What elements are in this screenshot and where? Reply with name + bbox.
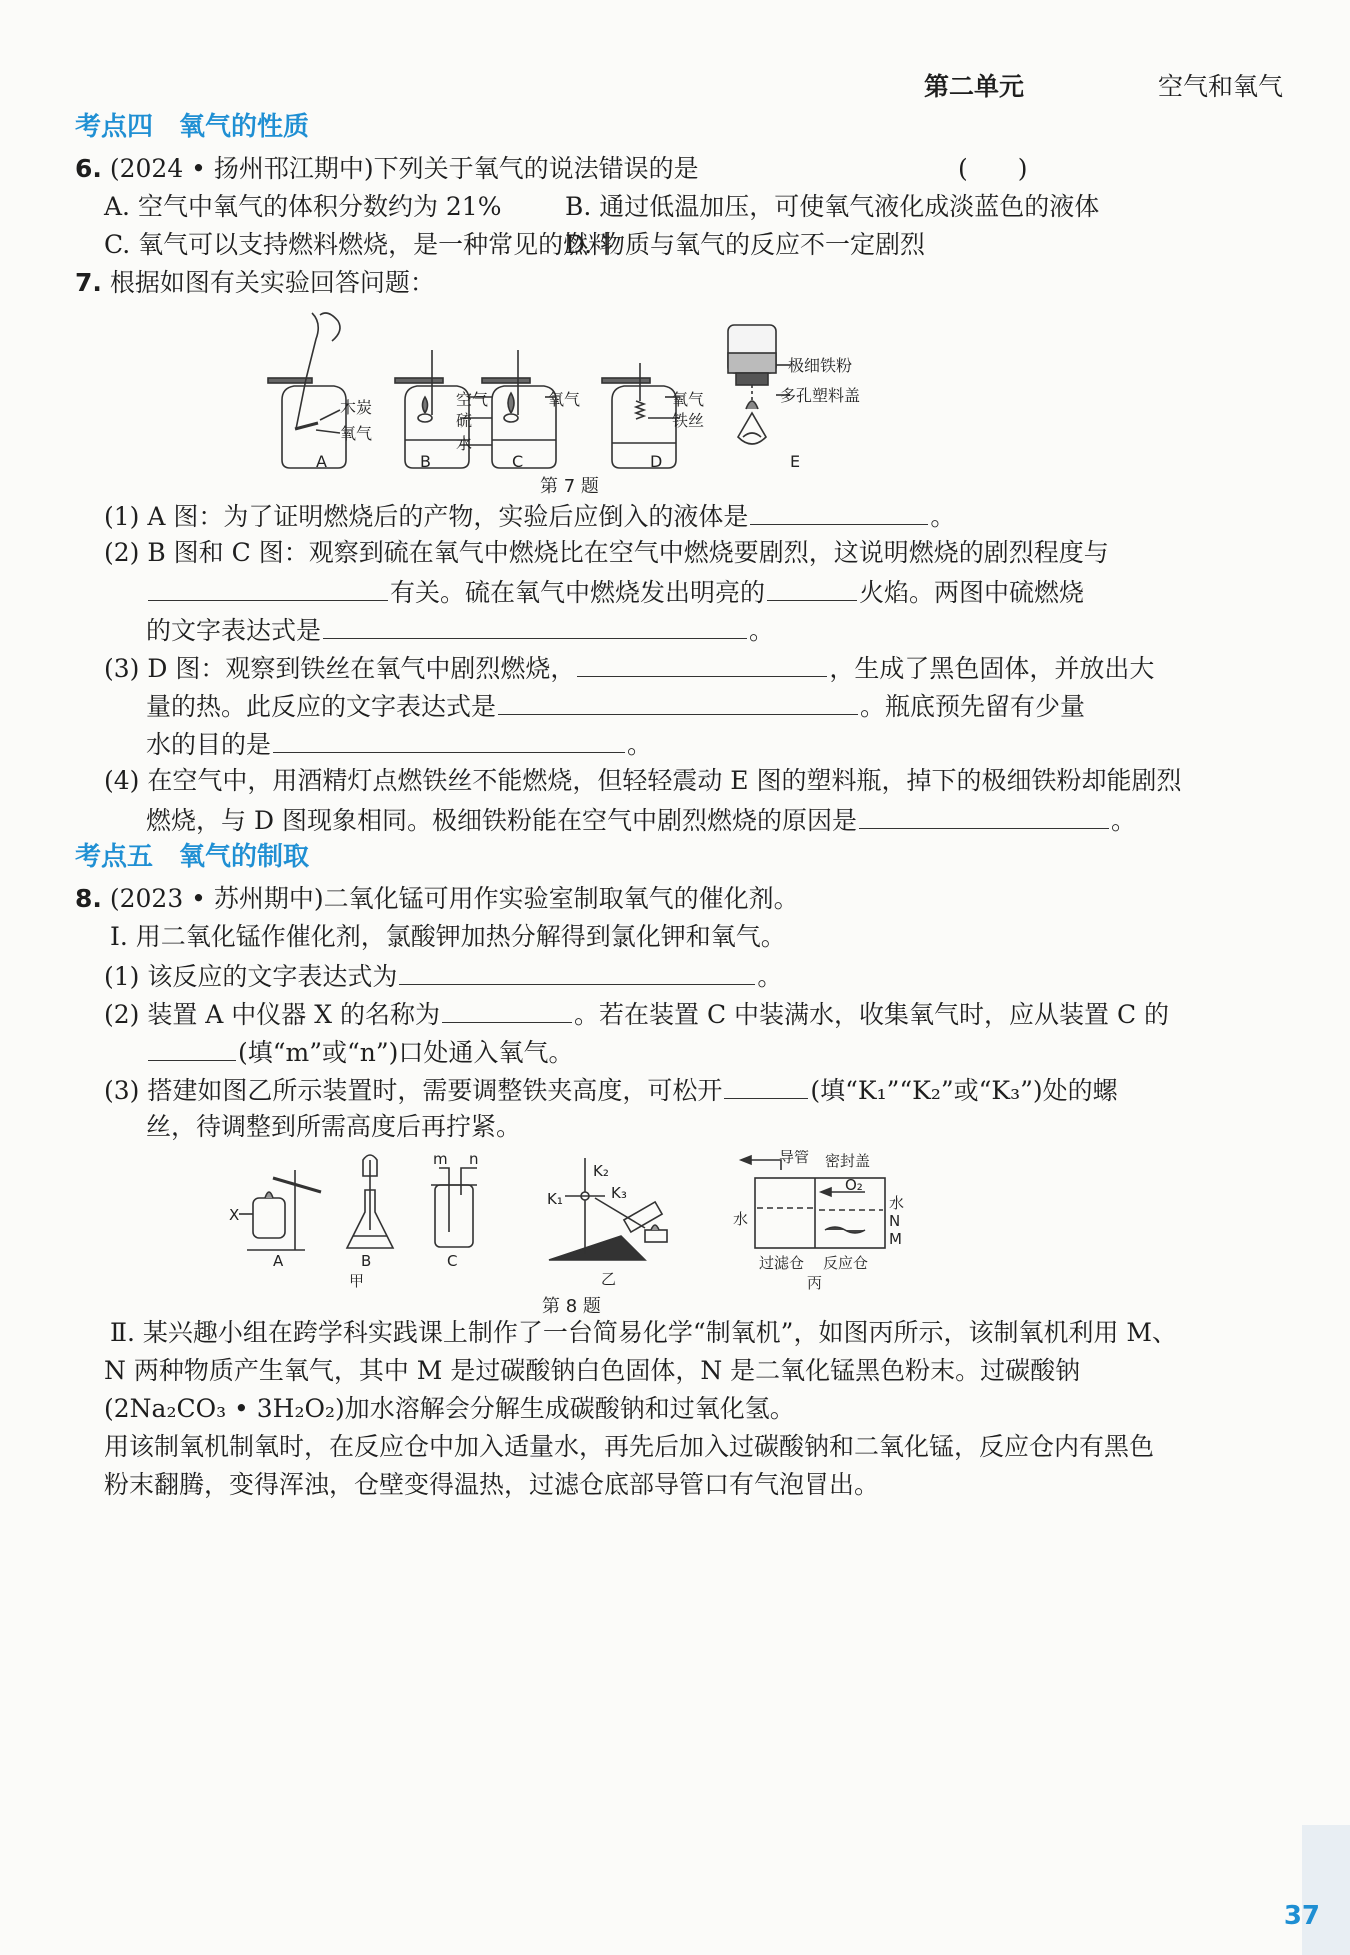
svg-text:氧气: 氧气	[548, 390, 581, 409]
label-yangqi-a: 氧气	[340, 424, 373, 443]
svg-text:B: B	[420, 452, 431, 471]
q7-part-3-line2: 量的热。此反应的文字表达式是 。瓶底预先留有少量	[146, 688, 1085, 724]
answer-blank[interactable]	[148, 574, 388, 601]
q8-stem: 8. (2023 • 苏州期中)二氧化锰可用作实验室制取氧气的催化剂。	[75, 884, 799, 913]
answer-blank[interactable]	[750, 498, 928, 525]
svg-text:A: A	[273, 1252, 284, 1270]
q6-option-b: B. 通过低温加压，可使氧气液化成淡蓝色的液体	[565, 192, 1100, 221]
q8-figure	[225, 1150, 905, 1300]
answer-blank[interactable]	[273, 726, 625, 753]
q7-stem: 7. 根据如图有关实验回答问题：	[75, 268, 435, 297]
jar-d-icon	[612, 386, 676, 468]
answer-blank[interactable]	[399, 958, 755, 985]
label-mutan: 木炭	[340, 398, 373, 417]
q8-part-2-line2: (填“m”或“n”)口处通入氧气。	[146, 1034, 573, 1070]
svg-text:硫: 硫	[456, 411, 473, 430]
section-title-5: 考点五 氧气的制取	[75, 842, 310, 872]
q6-answer-paren: ( )	[958, 154, 1028, 183]
svg-text:水: 水	[456, 434, 473, 453]
q7-part-3-line3: 水的目的是 。	[146, 726, 652, 762]
svg-text:氧气: 氧气	[672, 390, 705, 409]
q7-part-2-line2: 有关。硫在氧气中燃烧发出明亮的 火焰。两图中硫燃烧	[146, 574, 1084, 610]
svg-text:N: N	[889, 1212, 901, 1230]
answer-blank[interactable]	[577, 650, 827, 677]
svg-text:极细铁粉: 极细铁粉	[788, 356, 853, 375]
q8-part-II-line5: 粉末翻腾，变得浑浊，仓壁变得温热，过滤仓底部导管口有气泡冒出。	[104, 1470, 880, 1499]
q7-part-4-line1: (4) 在空气中，用酒精灯点燃铁丝不能燃烧，但轻轻震动 E 图的塑料瓶，掉下的极细铁粉却能剧烈	[104, 766, 1182, 795]
answer-blank[interactable]	[859, 802, 1109, 829]
svg-text:反应仓: 反应仓	[823, 1254, 869, 1272]
q8-part-II-line2: N 两种物质产生氧气，其中 M 是过碳酸钠白色固体，N 是二氧化锰黑色粉末。过碳酸钠	[104, 1356, 1081, 1385]
svg-text:乙: 乙	[601, 1270, 617, 1288]
running-header	[924, 70, 1024, 104]
q7-figure	[260, 305, 900, 490]
svg-text:D: D	[650, 452, 663, 471]
q8-part-I: Ⅰ. 用二氧化锰作催化剂，氯酸钾加热分解得到氯化钾和氧气。	[110, 922, 786, 951]
svg-text:水: 水	[733, 1210, 749, 1228]
q7-caption: 第 7 题	[540, 476, 599, 497]
q8-part-II-line3: (2Na₂CO₃ • 3H₂O₂)加水溶解会分解生成碳酸钠和过氧化氢。	[104, 1394, 795, 1423]
svg-text:甲: 甲	[349, 1272, 365, 1290]
q6-option-d: D. 物质与氧气的反应不一定剧烈	[565, 230, 926, 259]
svg-text:水: 水	[889, 1194, 905, 1212]
svg-text:C: C	[447, 1252, 458, 1270]
jar-c-icon	[492, 386, 556, 468]
q7-part-2-line3: 的文字表达式是 。	[146, 612, 774, 648]
svg-text:B: B	[361, 1252, 372, 1270]
page-corner-decoration	[1302, 1825, 1350, 1955]
answer-blank[interactable]	[724, 1072, 808, 1099]
q8-part-3-line2: 丝，待调整到所需高度后再拧紧。	[146, 1112, 522, 1141]
q8-part-II-line4: 用该制氧机制氧时，在反应仓中加入适量水，再先后加入过碳酸钠和二氧化锰，反应仓内有黑色	[104, 1432, 1155, 1461]
section-title-4: 考点四 氧气的性质	[75, 112, 310, 142]
q8-part-II-line1: Ⅱ. 某兴趣小组在跨学科实践课上制作了一台简易化学“制氧机”，如图丙所示，该制氧机利用 M、	[110, 1318, 1177, 1347]
answer-blank[interactable]	[767, 574, 857, 601]
running-header-title: 空气和氧气	[1158, 72, 1284, 101]
svg-text:铁丝: 铁丝	[672, 411, 705, 430]
svg-text:多孔塑料盖: 多孔塑料盖	[780, 386, 861, 405]
answer-blank[interactable]	[148, 1034, 236, 1061]
jar-a-icon	[282, 386, 346, 468]
svg-text:M: M	[889, 1230, 902, 1248]
svg-text:m: m	[433, 1150, 448, 1168]
svg-text:密封盖: 密封盖	[825, 1152, 871, 1170]
q8-part-1: (1) 该反应的文字表达式为 。	[104, 958, 782, 994]
svg-text:n: n	[469, 1150, 479, 1168]
alcohol-lamp-icon	[253, 1198, 285, 1238]
svg-text:A: A	[316, 452, 327, 471]
gas-bottle-icon	[435, 1185, 473, 1247]
oxygen-generator-icon	[755, 1178, 885, 1248]
q8-part-2-line1: (2) 装置 A 中仪器 X 的名称为 。若在装置 C 中装满水，收集氧气时，应从装置 C 的	[104, 996, 1169, 1032]
svg-text:O₂: O₂	[845, 1176, 863, 1194]
q8-caption: 第 8 题	[542, 1296, 601, 1317]
answer-blank[interactable]	[498, 688, 858, 715]
q6-stem: 6. (2024 • 扬州邗江期中)下列关于氧气的说法错误的是	[75, 154, 699, 183]
svg-text:K₁: K₁	[547, 1190, 563, 1208]
page-number: 37	[1283, 1901, 1320, 1931]
answer-blank[interactable]	[442, 996, 572, 1023]
q7-part-1: (1) A 图：为了证明燃烧后的产物，实验后应倒入的液体是 。	[104, 498, 955, 534]
answer-blank[interactable]	[323, 612, 747, 639]
svg-text:空气: 空气	[456, 390, 489, 409]
svg-text:丙: 丙	[807, 1274, 823, 1292]
q6-option-c: C. 氧气可以支持燃料燃烧，是一种常见的燃料	[104, 230, 614, 259]
svg-text:K₃: K₃	[611, 1184, 627, 1202]
svg-text:C: C	[512, 452, 524, 471]
svg-text:E: E	[790, 452, 801, 471]
svg-text:过滤仓: 过滤仓	[759, 1254, 805, 1272]
q6-option-a: A. 空气中氧气的体积分数约为 21%	[104, 192, 502, 221]
stand-base-icon	[549, 1236, 645, 1260]
q7-part-3-line1: (3) D 图：观察到铁丝在氧气中剧烈燃烧， ，生成了黑色固体，并放出大	[104, 650, 1154, 686]
svg-text:K₂: K₂	[593, 1162, 609, 1180]
test-tube-icon	[273, 1178, 321, 1192]
unit-label: 第二单元	[923, 72, 1024, 101]
svg-text:导管: 导管	[779, 1150, 810, 1166]
svg-text:X: X	[229, 1206, 240, 1224]
q7-part-4-line2: 燃烧，与 D 图现象相同。极细铁粉能在空气中剧烈燃烧的原因是 。	[146, 802, 1136, 838]
q8-part-3-line1: (3) 搭建如图乙所示装置时，需要调整铁夹高度，可松开 (填“K₁”“K₂”或“K₃”)处的螺	[104, 1072, 1118, 1108]
q7-part-2-line1: (2) B 图和 C 图：观察到硫在氧气中燃烧比在空气中燃烧要剧烈，这说明燃烧的剧烈程度与	[104, 538, 1109, 567]
